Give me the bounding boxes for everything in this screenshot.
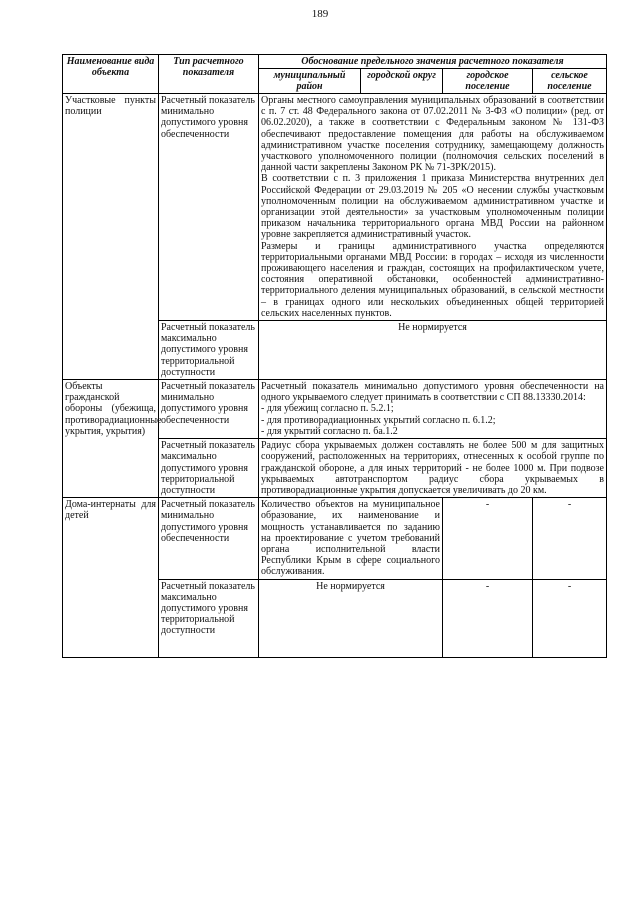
table-row [63, 498, 607, 579]
header-object-type: Наименование вида объекта [63, 55, 159, 94]
norms-table [62, 54, 607, 658]
justification-cell: Не нормируется [259, 579, 443, 657]
justification-paragraph: Органы местного самоуправления муниципальных образований в соответствии с п. 7 ст. 48 Федерального закона от 07.02.2011 № 3-ФЗ «О полиции» (ред. от 06.02.2020), а также в соответствии с Федеральным законом № 131-ФЗ обеспечивают предоставление помещения для работы на обслуживаемом административном участке поселения сотруднику, замещающему должность участкового уполномоченного полиции (полномочия сельских поселений в данной части закреплены Законом РК № 71-ЗРК/2015). [261, 95, 604, 174]
indicator-type: Расчетный показатель максимально допустимого уровня территориальной доступности [159, 439, 259, 498]
rural-settlement-value: - [533, 579, 607, 657]
justification-paragraph: В соответствии с п. 3 приложения 1 приказа Министерства внутренних дел Российской Федерации от 29.03.2019 № 205 «О несении службы участковым уполномоченным полиции на обслуживаемом административном участке и организации этой деятельности» за участковым уполномоченным полиции приказом начальника территориального органа МВД России на районном уровне закрепляется административный участок. [261, 173, 604, 241]
table-row [63, 380, 607, 439]
header-justification: Обоснование предельного значения расчетного показателя [259, 55, 607, 69]
header-municipal-district: муниципальный район [259, 69, 361, 94]
justification-paragraph: Размеры и границы административного участка определяются территориальными органами МВД России: в городах – исходя из численности проживающего населения и граждан, состоящих на профилактическом учете, состояния оперативной обстановки, особенностей административно-территориального деления муниципальных образований, в сельской местности – в границах одного или нескольких объединенных общей территорией сельских населенных пунктов. [261, 240, 604, 319]
indicator-type: Расчетный показатель максимально допустимого уровня территориальной доступности [159, 579, 259, 657]
urban-settlement-value: - [443, 498, 533, 579]
indicator-type: Расчетный показатель минимально допустимого уровня обеспеченности [159, 380, 259, 439]
indicator-type: Расчетный показатель максимально допустимого уровня территориальной доступности [159, 321, 259, 380]
urban-settlement-value: - [443, 579, 533, 657]
header-indicator-type: Тип расчетного показателя [159, 55, 259, 94]
justification-cell [259, 439, 607, 498]
object-name: Дома-интернаты для детей [63, 498, 159, 657]
justification-cell: Количество объектов на муниципальное образование, их наименование и мощность устанавливается по заданию на проектирование с учетом требований органа исполнительной власти Республики Крым в сфере социального обслуживания. [259, 498, 443, 579]
indicator-type: Расчетный показатель минимально допустимого уровня обеспеченности [159, 498, 259, 579]
justification-paragraph: Расчетный показатель минимально допустимого уровня обеспеченности на одного укрываемого следует принимать в соответствии с СП 88.13330.2014: [261, 381, 604, 404]
page-number: 189 [311, 8, 329, 20]
object-name: Участковые пункты полиции [63, 94, 159, 380]
object-name: Объекты гражданской обороны (убежища, противорадиационные укрытия, укрытия) [63, 380, 159, 498]
header-urban-settlement: городское поселение [443, 69, 533, 94]
table-row [63, 94, 607, 321]
header-rural-settlement: сельское поселение [533, 69, 607, 94]
header-city-district: городской округ [361, 69, 443, 94]
justification-cell: Не нормируется [259, 321, 607, 380]
justification-paragraph: - для укрытий согласно п. ба.1.2 [261, 425, 398, 437]
justification-cell [259, 380, 607, 439]
header-row [63, 55, 607, 69]
justification-paragraph: - для противорадиационных укрытий согласно п. 6.1.2; [261, 414, 496, 426]
justification-paragraph: Радиус сбора укрываемых должен составлять не более 500 м для защитных сооружений, расположенных на территориях, отнесенных к особой группе по гражданской обороне, а для иных территорий - не более 1000 м. При подвозе укрываемых автотранспортом радиус сбора укрываемых в противорадиационные укрытия допускается увеличивать до 20 км. [261, 440, 604, 496]
indicator-type: Расчетный показатель минимально допустимого уровня обеспеченности [159, 94, 259, 321]
rural-settlement-value: - [533, 498, 607, 579]
justification-cell [259, 94, 607, 321]
justification-paragraph: - для убежищ согласно п. 5.2.1; [261, 403, 394, 415]
